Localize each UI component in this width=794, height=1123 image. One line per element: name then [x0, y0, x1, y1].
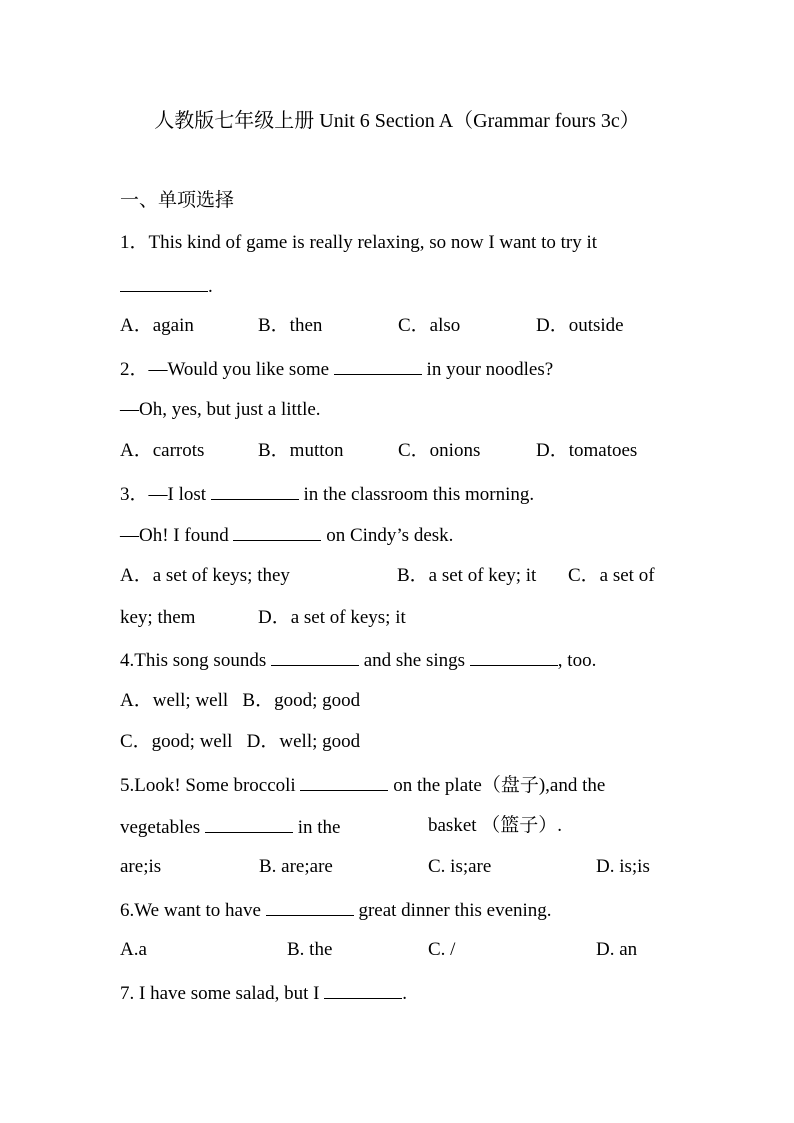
q1-option-d: D．outside [536, 315, 624, 336]
q3-option-c: C．a set of [568, 565, 655, 586]
q3-option-b: B．a set of key; it [397, 565, 537, 586]
q5-option-a: are;is [120, 856, 162, 877]
q2-stem: 2．—Would you like some in your noodles? [120, 356, 553, 382]
q2-reply: —Oh, yes, but just a little. [120, 399, 321, 420]
q6-option-d: D. an [596, 939, 638, 960]
q4-options-line1: A．well; well B．good; good [120, 690, 361, 711]
answer-blank [233, 522, 321, 541]
q2-option-b: B．mutton [258, 440, 344, 461]
q4-options-line2: C．good; well D．well; good [120, 731, 361, 752]
q1-option-c: C．also [398, 315, 461, 336]
answer-blank [211, 481, 299, 500]
answer-blank [300, 772, 388, 791]
q1-option-b: B．then [258, 315, 323, 336]
answer-blank [266, 897, 354, 916]
q3-option-d: D．a set of keys; it [258, 607, 406, 628]
answer-blank [271, 647, 359, 666]
answer-blank [334, 356, 422, 375]
q1-stem: 1．This kind of game is really relaxing, so now I want to try it [120, 232, 598, 253]
q5-stem-line2-end: basket （篮子）. [428, 815, 563, 836]
q1-option-a: A．again [120, 315, 194, 336]
q2-option-a: A．carrots [120, 440, 205, 461]
q6-stem: 6.We want to have great dinner this evening. [120, 897, 552, 923]
answer-blank [324, 980, 402, 999]
q3-option-c-cont: key; them [120, 607, 196, 628]
answer-blank [120, 273, 208, 292]
q2-option-d: D．tomatoes [536, 440, 638, 461]
q4-stem: 4.This song sounds and she sings , too. [120, 647, 596, 673]
q5-stem-line2: vegetables in the [120, 814, 340, 840]
q2-option-c: C．onions [398, 440, 481, 461]
q3-stem: 3．—I lost in the classroom this morning. [120, 481, 534, 507]
q3-option-a: A．a set of keys; they [120, 565, 290, 586]
q7-stem: 7. I have some salad, but I . [120, 980, 407, 1006]
q5-option-d: D. is;is [596, 856, 650, 877]
q6-option-b: B. the [287, 939, 333, 960]
q5-option-c: C. is;are [428, 856, 492, 877]
q6-option-a: A.a [120, 939, 147, 960]
q5-stem: 5.Look! Some broccoli on the plate（盘子),and the [120, 772, 605, 798]
answer-blank [205, 814, 293, 833]
q3-reply: —Oh! I found on Cindy’s desk. [120, 522, 453, 548]
q1-answer-line: . [120, 273, 213, 299]
page-title: 人教版七年级上册 Unit 6 Section A（Grammar fours 3c） [154, 110, 640, 132]
answer-blank [470, 647, 558, 666]
q5-option-b: B. are;are [259, 856, 333, 877]
section-heading: 一、单项选择 [120, 190, 235, 211]
q6-option-c: C. / [428, 939, 456, 960]
